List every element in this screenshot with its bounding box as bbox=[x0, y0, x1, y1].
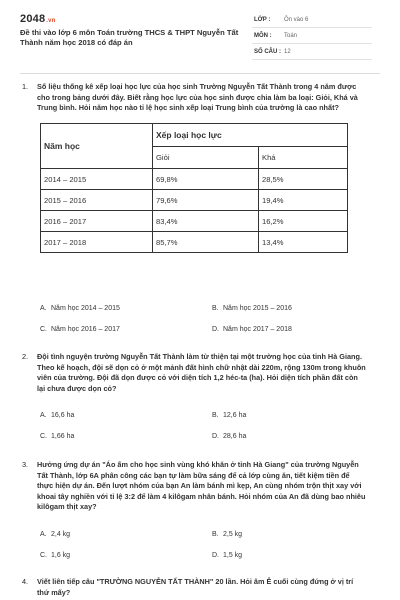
meta-lop-value: Ôn vào 6 bbox=[284, 17, 309, 23]
question-text: Hưởng ứng dự án "Áo ấm cho học sinh vùng khó khăn ở tỉnh Hà Giang" của trường Nguyễn Tất Thành, lớp 6A phân công các bạn tự làm bữa sáng để cả lớp cùng ăn, tiết kiệm tiền để thực hiện dự án. Đến lượt nhóm của bạn An làm bánh mì kẹp, An cùng nhóm trộn thịt xay với khoai tây nghiền với tỉ lệ 3:2 để làm 4 kilôgam nhân bánh. Hỏi nhóm của An đã dùng bao nhiêu kilôgam thịt xay? bbox=[37, 460, 366, 512]
option-a[interactable] bbox=[40, 531, 70, 538]
cell-year: 2014 – 2015 bbox=[41, 169, 153, 190]
option-text: 2,4 kg bbox=[51, 531, 71, 538]
option-text: 2,5 kg bbox=[223, 531, 243, 538]
option-letter: A. bbox=[40, 531, 47, 538]
site-logo[interactable] bbox=[20, 13, 56, 25]
document-header bbox=[0, 0, 400, 68]
logo-tld: .vn bbox=[46, 18, 56, 24]
option-d[interactable] bbox=[212, 552, 242, 559]
option-c[interactable] bbox=[40, 326, 120, 333]
header-kha: Khá bbox=[259, 147, 348, 169]
cell-kha: 16,2% bbox=[259, 211, 348, 232]
cell-kha: 19,4% bbox=[259, 190, 348, 211]
meta-lop-label: LỚP : bbox=[254, 17, 271, 23]
option-text: Năm học 2014 – 2015 bbox=[51, 305, 120, 312]
document-title: Đề thi vào lớp 6 môn Toán trường THCS & THPT Nguyễn Tất Thành năm học 2018 có đáp án bbox=[20, 28, 239, 47]
table-row bbox=[41, 211, 348, 232]
question-text: Số liệu thống kê xếp loại học lực của học sinh Trường Nguyễn Tất Thành trong 4 năm được cho trong bảng dưới đây. Biết rằng học lực của học sinh được chia làm ba loại: Giỏi, Khá và Trung bình. Hỏi năm học nào tỉ lệ học sinh xếp loại Trung bình của trường là cao nhất? bbox=[37, 82, 358, 113]
cell-gioi: 69,8% bbox=[153, 169, 259, 190]
option-letter: C. bbox=[40, 552, 47, 559]
cell-year: 2017 – 2018 bbox=[41, 232, 153, 253]
meta-row-lop bbox=[252, 12, 372, 28]
logo-text: 2048 bbox=[20, 13, 46, 25]
table-row bbox=[41, 169, 348, 190]
meta-row-socau bbox=[252, 44, 372, 60]
option-text: Năm học 2017 – 2018 bbox=[223, 326, 292, 333]
option-letter: B. bbox=[212, 531, 219, 538]
option-c[interactable] bbox=[40, 552, 70, 559]
meta-mon-label: MÔN : bbox=[254, 33, 272, 39]
option-a[interactable] bbox=[40, 412, 74, 419]
meta-row-mon bbox=[252, 28, 372, 44]
option-letter: B. bbox=[212, 305, 219, 312]
header-divider bbox=[20, 73, 380, 74]
option-a[interactable] bbox=[40, 305, 120, 312]
cell-gioi: 83,4% bbox=[153, 211, 259, 232]
option-text: 16,6 ha bbox=[51, 412, 75, 419]
option-letter: D. bbox=[212, 552, 219, 559]
question-text: Đội tình nguyện trường Nguyễn Tất Thành làm từ thiện tại một trường học của tỉnh Hà Giang. Theo kế hoạch, đội sẽ dọn cỏ ở một mảnh đất hình chữ nhật dài 220m, rộng 130m trong khuôn viên của trường. Đội đã dọn được cỏ với diện tích 1,2 héc-ta (ha). Hỏi diện tích phần đất còn lại chưa được dọn cỏ? bbox=[37, 352, 366, 393]
header-nam-hoc: Năm học bbox=[41, 124, 153, 169]
option-b[interactable] bbox=[212, 305, 292, 312]
option-text: Năm học 2015 – 2016 bbox=[223, 305, 292, 312]
option-letter: A. bbox=[40, 412, 47, 419]
meta-socau-value: 12 bbox=[284, 49, 291, 55]
option-letter: C. bbox=[40, 326, 47, 333]
grades-table bbox=[40, 123, 348, 253]
option-b[interactable] bbox=[212, 412, 246, 419]
cell-kha: 13,4% bbox=[259, 232, 348, 253]
question-number: 1. bbox=[22, 82, 29, 91]
cell-kha: 28,5% bbox=[259, 169, 348, 190]
option-c[interactable] bbox=[40, 433, 74, 440]
cell-gioi: 79,6% bbox=[153, 190, 259, 211]
option-text: 1,66 ha bbox=[51, 433, 75, 440]
option-text: 12,6 ha bbox=[223, 412, 247, 419]
option-b[interactable] bbox=[212, 531, 242, 538]
question-number: 4. bbox=[22, 577, 29, 586]
table-row bbox=[41, 232, 348, 253]
option-letter: B. bbox=[212, 412, 219, 419]
option-letter: C. bbox=[40, 433, 47, 440]
question-number: 2. bbox=[22, 352, 29, 361]
option-letter: A. bbox=[40, 305, 47, 312]
option-text: 28,6 ha bbox=[223, 433, 247, 440]
option-letter: D. bbox=[212, 433, 219, 440]
header-gioi: Giỏi bbox=[153, 147, 259, 169]
meta-mon-value: Toán bbox=[284, 33, 298, 39]
header-xep-loai: Xếp loại học lực bbox=[153, 124, 348, 147]
cell-gioi: 85,7% bbox=[153, 232, 259, 253]
cell-year: 2015 – 2016 bbox=[41, 190, 153, 211]
option-d[interactable] bbox=[212, 433, 246, 440]
option-letter: D. bbox=[212, 326, 219, 333]
option-text: 1,5 kg bbox=[223, 552, 243, 559]
option-text: 1,6 kg bbox=[51, 552, 71, 559]
option-text: Năm học 2016 – 2017 bbox=[51, 326, 120, 333]
meta-socau-label: SỐ CÂU : bbox=[254, 49, 281, 55]
question-text: Viết liên tiếp câu "TRƯỜNG NGUYỄN TẤT THÀNH" 20 lần. Hỏi âm Ễ cuối cùng đứng ở vị trí thứ mấy? bbox=[37, 577, 354, 597]
exam-meta-box bbox=[252, 12, 372, 60]
option-d[interactable] bbox=[212, 326, 292, 333]
table-header-row bbox=[41, 124, 348, 147]
cell-year: 2016 – 2017 bbox=[41, 211, 153, 232]
question-number: 3. bbox=[22, 460, 29, 469]
table-row bbox=[41, 190, 348, 211]
